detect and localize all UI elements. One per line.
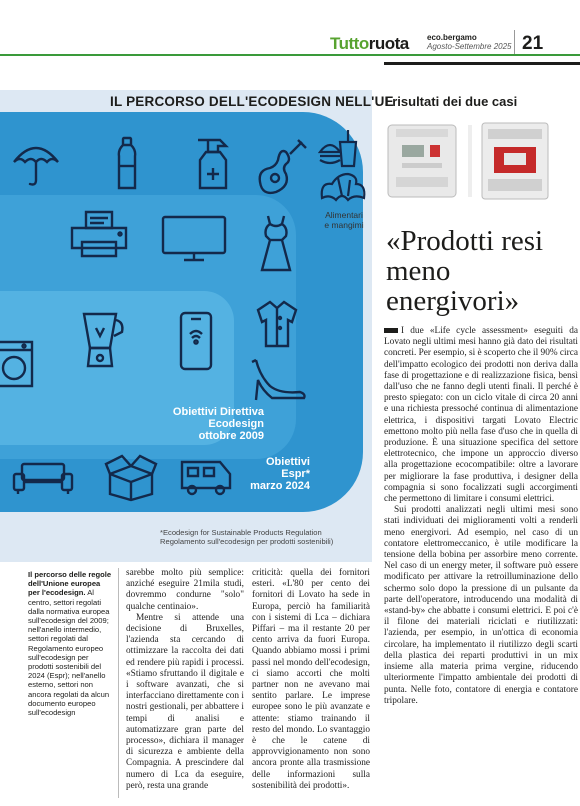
washing-machine-icon [0,338,36,390]
guitar-icon [256,138,308,196]
side-top-rule [384,62,580,65]
monitor-icon [160,214,228,262]
article-column-2: criticità: quella dei fornitori esteri. «L'80 per cento dei fornitori di Lovato ha sede in Europa, perciò ha familiarità con i sistemi di Lca – dichiara Piffari – ma il restante 20 per cento arriva da fuori Europa. Quando abbiamo mossi i primi passi nel mondo dell'ecodesign, ci siamo accorti che molti partner non ne avevano mai sentito parlare. Le imprese europee sono le più avanzate e attente: stiamo trainando il resto del mondo. Lo svantaggio è che le catene di approvvigionamento non sono ancora pronte alla trasmissione delle informazioni sulla sostenibilità dei prodotti». [252,568,370,791]
label-directive-2009: Obiettivi Direttiva Ecodesign ottobre 2009 [172,406,264,442]
energy-meter-and-contactor-image [384,115,580,207]
food-label: Alimentari e mangimi [324,210,364,230]
high-heel-icon [250,356,308,402]
infographic-title: IL PERCORSO DELL'ECODESIGN NELL'UE [110,94,394,109]
smartphone-icon [178,310,214,372]
article-column-3: I due «Life cycle assessment» eseguiti da Lovato negli ultimi mesi hanno già dato dei risultati concreti. Per esempio, si è scoperto che il 90% circa dell'impatto ecologico dei prodotti non deriva dalla fase di progettazione e di realizzazione fisica, bensì dall'uso che ne fanno degli utenti finali. Il perché è presto spiegato: con un ciclo vitale di circa 20 anni e una richiesta pressoché continua di alimentazione elettrica, i dispositivi targati Lovato Electric emettono molto più nella fase d'uso che in quella di produzione. È una situazione specifica del settore elettrotecnico, che impone un approccio diverso alla progettazione ecocompatibile: oltre a lavorare per migliorare la fase produttiva, i designer della compagnia si sono focalizzati sugli accorgimenti che permettono di limitare i consumi elettrici. Sui prodotti analizzati negli ultimi mesi sono stati individuati dei miglioramenti volti a renderli meno energivori. Ad esempio, nel caso di un contatore elettromeccanico, è utile modificare la tensione della bobina per assorbire meno corrente. Nel caso di un energy meter, il software può essere modificato per attivare la retroilluminazione dello schermo solo dopo la pressione di un pulsante da parte dell'operatore, introducendo una modalità di «stand-by» che abbatte i consumi elettrici. E poi c'è il filone dei materiali riciclati e riutilizzati: l'azienda, per esempio, in un'ottica di economia circolare, ha implementato il riutilizzo degli scarti della plastica dei reparti produttivi in un mix insieme alla materia prima vergine, riducendo ulteriormente l'impatto ambientale dei prodotti di punta. Nelle foto, contatore di energia e contatore tripolare. [384,326,578,706]
page-number: 21 [522,33,544,54]
dress-icon [256,214,296,274]
infographic-footnote: *Ecodesign for Sustainable Products Regulation Regolamento sull'ecodesign per prodotti sostenibili) [160,528,334,546]
infographic-caption: Il percorso delle regole dell'Unione europea per l'ecodesign. Al centro, settori regolati dalla normativa europea sull'ecodesign del 2009; nell'anello intermedio, settori regolati dal Regolamento europeo sull'ecodesign per prodotti sostenibili del 2024 (Espr); nell'anello esterno, settori non ancora regolati da alcun documento europeo sull'ecodesign [28,570,112,718]
blender-icon [76,310,126,372]
box-icon [104,452,158,502]
section-brand: Tuttoruota [330,34,409,53]
product-photos [384,115,580,207]
issue-date: Agosto-Settembre 2025 [427,42,512,51]
lead-marker [384,328,398,333]
shirt-icon [256,300,298,348]
publication-name: eco.bergamo [427,33,477,42]
article-column-1: sarebbe molto più semplice: anziché eseguire 21mila studi, dovremmo condurne "solo" qualche centinaio». Mentre si attende una decisione di Bruxelles, l'azienda sta cercando di ottimizzare la raccolta dei dati ed rendere più rapidi i processi. «Stiamo sfruttando il digitale e i software avanzati, che si interfacciano direttamente con i nostri gestionali, per abbattere i tempi di analisi e automatizzare gran parte del processo», dichiara il manager di sicurezza e ambiente della Compagnia. A prescindere dal numero di Lca da eseguire, però, resta una grande [126,568,244,791]
headline: «Prodotti resi meno energivori» [386,225,544,317]
header-rule [0,54,580,56]
header-separator [514,30,515,54]
fast-food-icon [318,128,364,168]
croissant-icon [318,172,368,206]
printer-icon [68,210,130,260]
camper-icon [180,456,236,498]
publication-info [427,33,512,51]
umbrella-icon [10,140,62,188]
column-rule [118,568,119,798]
spray-bottle-icon [192,136,234,192]
section-title: I risultati dei due casi [385,94,518,109]
label-espr-2024: Obiettivi Espr* marzo 2024 [250,456,310,492]
bottle-icon [116,136,138,192]
sofa-icon [12,460,74,496]
